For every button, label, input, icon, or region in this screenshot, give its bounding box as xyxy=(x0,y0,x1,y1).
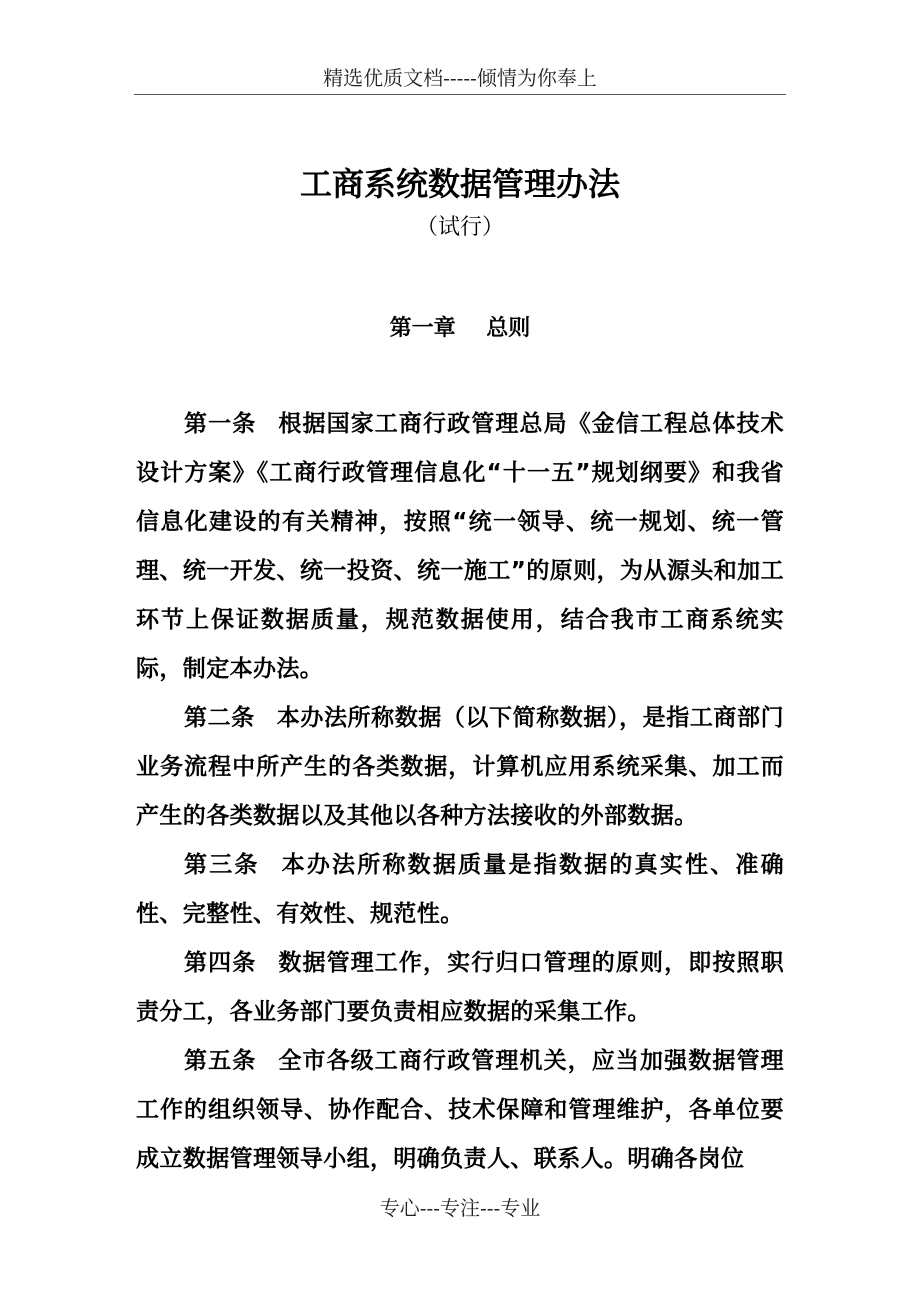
article-text: 本办法所称数据质量是指数据的真实性、准确性、完整性、有效性、规范性。 xyxy=(136,852,785,927)
article-number: 第四条 xyxy=(184,950,257,976)
document-subtitle: （试行） xyxy=(415,215,504,240)
document-title: 工商系统数据管理办法 xyxy=(299,165,620,203)
article-number: 第二条 xyxy=(184,705,255,731)
document-body xyxy=(136,400,784,1184)
page-header-text: 精选优质文档-----倾情为你奉上 xyxy=(323,66,597,90)
article-5 xyxy=(136,1037,784,1184)
article-3 xyxy=(136,841,784,939)
article-number: 第五条 xyxy=(184,1048,257,1074)
chapter-heading: 第一章 总则 xyxy=(389,316,531,341)
page-footer-text: 专心---专注---专业 xyxy=(379,1196,541,1220)
article-text: 根据国家工商行政管理总局《金信工程总体技术设计方案》《工商行政管理信息化“十一五”规划纲要》和我省信息化建设的有关精神，按照“统一领导、统一规划、统一管理、统一开发、统一投资、统一施工”的原则，为从源头和加工环节上保证数据质量，规范数据使用，结合我市工商系统实际，制定本办法。 xyxy=(136,411,784,682)
article-text: 数据管理工作，实行归口管理的原则，即按照职责分工，各业务部门要负责相应数据的采集工作。 xyxy=(136,950,784,1025)
article-4 xyxy=(136,939,784,1037)
article-text: 本办法所称数据（以下简称数据），是指工商部门业务流程中所产生的各类数据，计算机应用系统采集、加工而产生的各类数据以及其他以各种方法接收的外部数据。 xyxy=(136,705,784,829)
article-number: 第一条 xyxy=(184,411,257,437)
article-2 xyxy=(136,694,784,841)
header-divider xyxy=(134,94,786,95)
article-text: 全市各级工商行政管理机关，应当加强数据管理工作的组织领导、协作配合、技术保障和管理维护，各单位要成立数据管理领导小组，明确负责人、联系人。明确各岗位 xyxy=(136,1048,784,1172)
article-1 xyxy=(136,400,784,694)
article-number: 第三条 xyxy=(184,852,260,878)
